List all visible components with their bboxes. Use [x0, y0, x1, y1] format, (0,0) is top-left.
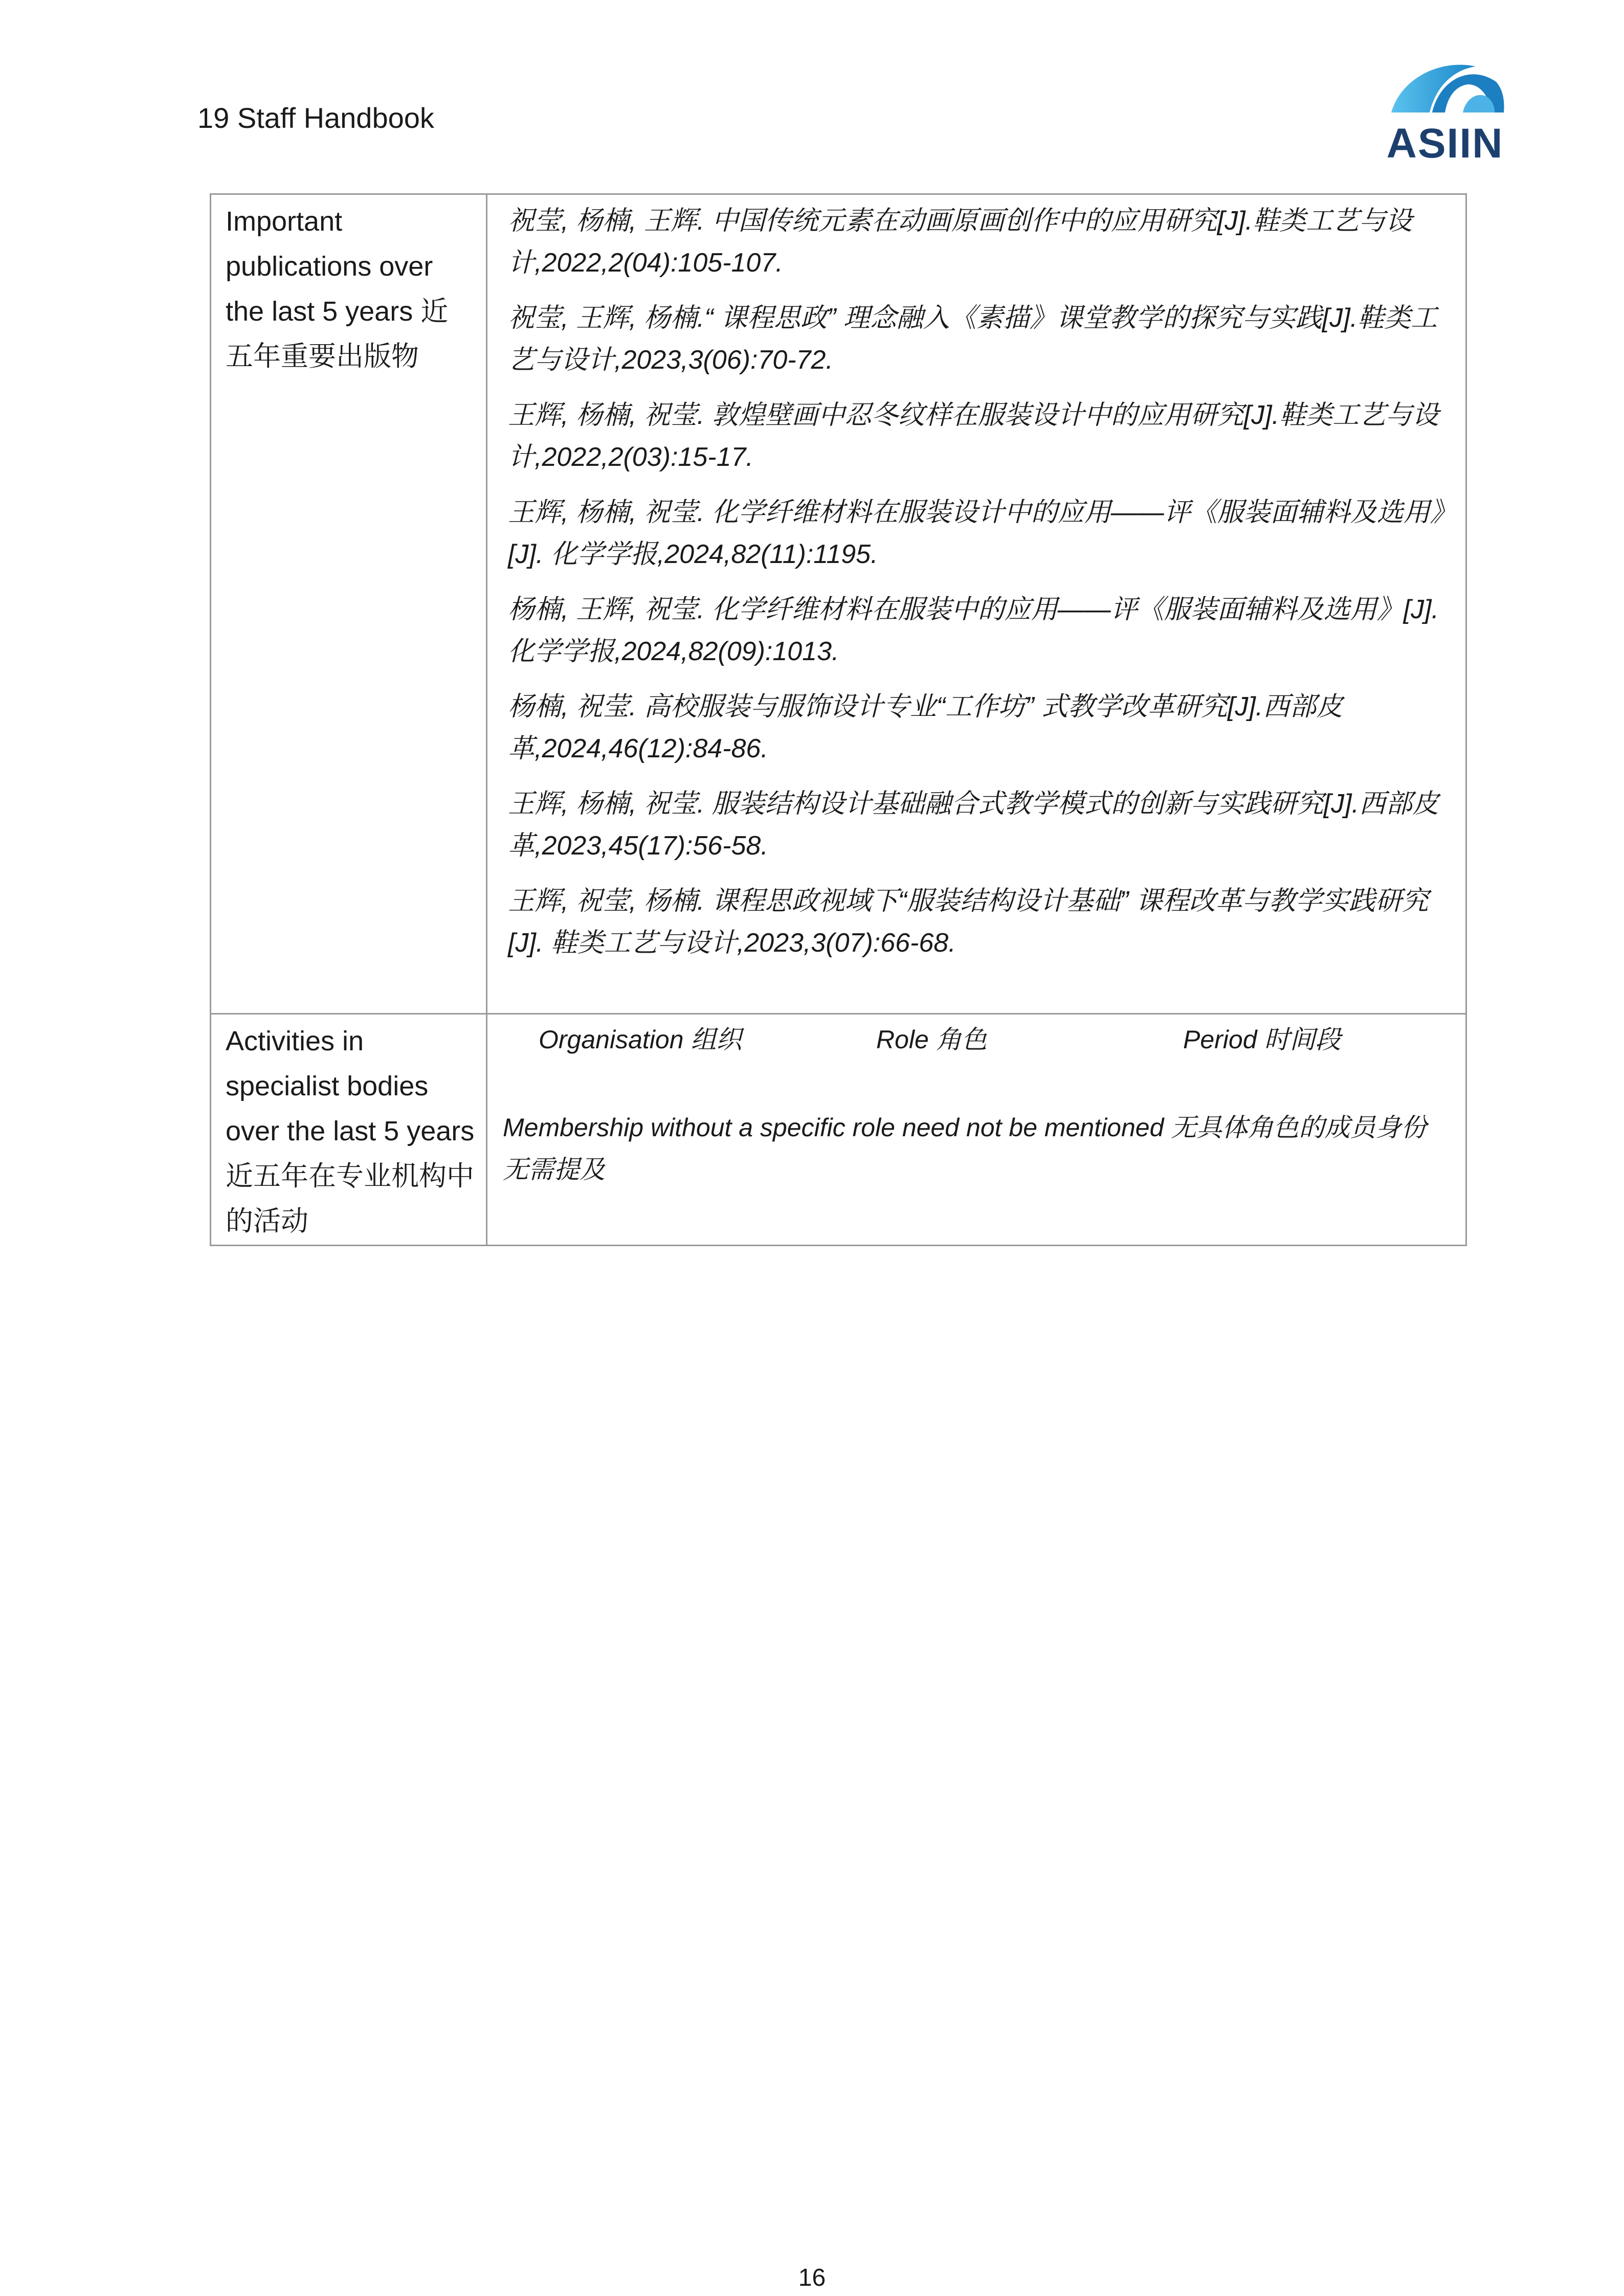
activities-label: Activities in specialist bodies over the last 5 years 近五年在专业机构中的活动 [226, 1026, 475, 1236]
publications-label-cell [211, 194, 487, 1014]
publications-list-cell [487, 194, 1466, 1014]
document-header-title: 19 Staff Handbook [197, 102, 434, 134]
period-column-header: Period 时间段 [1183, 1025, 1341, 1054]
publication-item: 杨楠, 祝莹. 高校服装与服饰设计专业“工作坊” 式教学改革研究[J].西部皮革,2024,46(12):84-86. [508, 692, 1343, 763]
membership-note: Membership without a specific role need not be mentioned 无具体角色的成员身份无需提及 [503, 1113, 1427, 1184]
activities-row [211, 1014, 1466, 1246]
activities-label-cell [211, 1014, 487, 1246]
publication-item: 王辉, 祝莹, 杨楠. 课程思政视域下“服装结构设计基础” 课程改革与教学实践研究[J]. 鞋类工艺与设计,2023,3(07):66-68. [508, 886, 1429, 958]
role-column-header: Role 角色 [876, 1025, 987, 1054]
publication-item: 祝莹, 杨楠, 王辉. 中国传统元素在动画原画创作中的应用研究[J].鞋类工艺与设计,2022,2(04):105-107. [508, 206, 1413, 278]
publications-label: Important publications over the last 5 years 近五年重要出版物 [226, 206, 449, 372]
publication-item: 祝莹, 王辉, 杨楠.“ 课程思政” 理念融入《素描》课堂教学的探究与实践[J].鞋类工艺与设计,2023,3(06):70-72. [508, 303, 1438, 375]
page-number: 16 [798, 2264, 826, 2291]
asiin-logo [1381, 56, 1509, 164]
publications-list [487, 195, 1465, 964]
svg-text:ASIIN: ASIIN [1386, 120, 1504, 164]
asiin-logo-icon [1381, 56, 1509, 164]
organisation-column-header: Organisation 组织 [539, 1025, 742, 1054]
activities-content-cell [487, 1014, 1466, 1246]
publications-row [211, 194, 1466, 1014]
publication-item: 王辉, 杨楠, 祝莹. 化学纤维材料在服装设计中的应用——评《服装面辅料及选用》[J]. 化学学报,2024,82(11):1195. [508, 498, 1443, 569]
staff-info-table [210, 193, 1467, 1246]
publication-item: 王辉, 杨楠, 祝莹. 敦煌壁画中忍冬纹样在服装设计中的应用研究[J].鞋类工艺与设计,2022,2(03):15-17. [508, 400, 1439, 472]
publication-item: 王辉, 杨楠, 祝莹. 服装结构设计基础融合式教学模式的创新与实践研究[J].西部皮革,2023,45(17):56-58. [508, 789, 1439, 861]
publication-item: 杨楠, 王辉, 祝莹. 化学纤维材料在服装中的应用——评《服装面辅料及选用》[J]. 化学学报,2024,82(09):1013. [508, 595, 1439, 666]
